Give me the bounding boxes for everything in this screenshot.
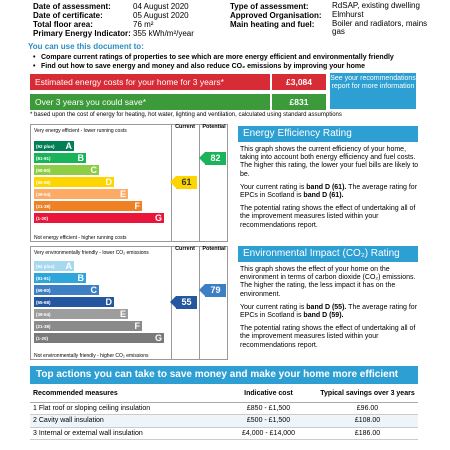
info-right-column — [230, 2, 442, 36]
potential-rating-arrow: 79 — [205, 284, 226, 297]
column-divider — [199, 247, 200, 359]
info-row — [230, 20, 442, 36]
info-value: 76 m² — [133, 20, 154, 29]
band-letter: A — [65, 141, 72, 151]
band-range: (39-54) — [36, 192, 51, 197]
info-value: RdSAP, existing dwelling — [332, 1, 420, 10]
band-letter: B — [77, 273, 84, 283]
cost-footnote: * based upon the cost of energy for heating, hot water, lighting and ventilation, calculated using standard assumptions — [30, 112, 342, 118]
savings-label: Over 3 years you could save* — [30, 94, 270, 110]
rating-band-d — [34, 177, 114, 187]
top-actions-title: Top actions you can take to save money and make your home more efficient — [30, 366, 418, 384]
potential-column-header: Potential — [202, 124, 226, 130]
efficiency-potential-note: The potential rating shows the effect of undertaking all of the improvement measures listed within your recommendations report. — [240, 205, 416, 229]
measures-header: Recommended measures — [30, 386, 220, 402]
column-divider — [199, 125, 200, 241]
can-use-heading: You can use this document to: — [28, 42, 144, 51]
current-rating-arrow: 61 — [176, 176, 197, 189]
savings-cell: £108.00 — [314, 415, 418, 428]
info-row — [33, 29, 194, 38]
info-label: Main heating and fuel: — [230, 20, 315, 29]
impact-current-rating: Your current rating is band D (55). The average rating for EPCs in Scotland is band D (59). — [240, 303, 418, 320]
estimated-cost-value: £3,084 — [272, 74, 326, 90]
band-letter: F — [134, 201, 140, 211]
band-range: (81-91) — [36, 156, 51, 161]
info-row — [33, 20, 194, 29]
band-letter: D — [105, 297, 112, 307]
info-row — [33, 11, 194, 20]
impact-panel-title: Environmental Impact (CO₂) Rating — [238, 246, 418, 262]
savings-value: £831 — [272, 94, 326, 110]
potential-rating-arrow: 82 — [205, 152, 226, 165]
info-value: 04 August 2020 — [133, 2, 189, 11]
band-letter: G — [154, 333, 162, 343]
info-label: Type of assessment: — [230, 2, 309, 11]
rating-band-g — [34, 213, 164, 223]
band-range: (55-68) — [36, 180, 51, 185]
band-letter: A — [65, 261, 72, 271]
energy-efficiency-chart — [30, 124, 228, 242]
savings-row — [30, 94, 326, 110]
cost-header: Indicative cost — [220, 386, 314, 402]
measure-cell: 2 Cavity wall insulation — [30, 415, 220, 428]
info-label: Primary Energy Indicator: — [33, 29, 131, 38]
potential-column-header: Potential — [202, 246, 226, 252]
measure-cell: 3 Internal or external wall insulation — [30, 427, 220, 440]
current-column-header: Current — [175, 246, 195, 252]
efficiency-current-rating: Your current rating is band D (61). The average rating for EPCs in Scotland is band D (61). — [240, 183, 418, 200]
rating-band-f — [34, 201, 142, 211]
efficiency-panel-text — [240, 146, 420, 235]
estimated-cost-label: Estimated energy costs for your home for 3 years* — [30, 74, 270, 90]
band-range: (81-91) — [36, 276, 51, 281]
band-range: (39-54) — [36, 312, 51, 317]
chart-bottom-label: Not energy efficient - higher running costs — [34, 235, 127, 241]
chart-top-label: Very environmentally friendly - lower CO₂ emissions — [34, 250, 149, 256]
info-label: Total floor area: — [33, 20, 93, 29]
table-header-row — [30, 386, 418, 402]
savings-cell: £186.00 — [314, 427, 418, 440]
band-range: (69-80) — [36, 288, 51, 293]
band-letter: E — [119, 309, 126, 319]
measure-cell: 1 Flat roof or sloping ceiling insulation — [30, 402, 220, 415]
band-letter: D — [105, 177, 112, 187]
rating-band-e — [34, 309, 128, 319]
efficiency-description: This graph shows the current efficiency of your home, taking into account both energy efficiency and fuel costs. The higher this rating, the lower your fuel bills are likely to be. — [240, 146, 419, 178]
current-column-header: Current — [175, 124, 195, 130]
cost-cell: £4,000 - £14,000 — [220, 427, 314, 440]
rating-band-a — [34, 261, 74, 271]
impact-panel-text — [240, 266, 420, 355]
band-letter: G — [154, 213, 162, 223]
current-rating-arrow: 55 — [176, 296, 197, 309]
table-row — [30, 427, 418, 440]
rating-band-a — [34, 141, 74, 151]
cost-cell: £850 - £1,500 — [220, 402, 314, 415]
rating-band-b — [34, 273, 86, 283]
band-range: (1-20) — [36, 336, 49, 341]
cost-cell: £500 - £1,500 — [220, 415, 314, 428]
bullet-item: • Find out how to save energy and money and also reduce CO₂ emissions by improving your home — [33, 63, 433, 72]
info-value: 05 August 2020 — [133, 11, 189, 20]
table-row — [30, 402, 418, 415]
band-letter: C — [90, 165, 97, 175]
band-range: (69-80) — [36, 168, 51, 173]
rating-band-f — [34, 321, 142, 331]
band-letter: B — [77, 153, 84, 163]
band-letter: E — [119, 189, 126, 199]
info-value: 355 kWh/m²/year — [133, 29, 194, 38]
rating-band-c — [34, 285, 99, 295]
certificate-info — [33, 0, 443, 40]
info-left-column — [33, 2, 194, 38]
band-letter: F — [134, 321, 140, 331]
table-row — [30, 415, 418, 428]
savings-header: Typical savings over 3 years — [314, 386, 418, 402]
efficiency-panel-title: Energy Efficiency Rating — [238, 126, 418, 142]
rating-band-g — [34, 333, 164, 343]
recommendations-table — [30, 386, 418, 440]
chart-bottom-label: Not environmentally friendly - higher CO₂ emissions — [34, 353, 149, 359]
bullet-item: • Compare current ratings of properties to see which are more energy efficient and environmentally friendly — [33, 54, 433, 63]
band-range: (55-68) — [36, 300, 51, 305]
rating-band-e — [34, 189, 128, 199]
impact-potential-note: The potential rating shows the effect of undertaking all of the improvement measures listed within your recommendations report. — [240, 325, 416, 349]
band-range: (1-20) — [36, 216, 49, 221]
info-label: Date of certificate: — [33, 11, 103, 20]
info-label: Approved Organisation: — [230, 11, 322, 20]
band-range: (21-38) — [36, 324, 51, 329]
band-range: (92 plus) — [36, 264, 55, 269]
band-letter: C — [90, 285, 97, 295]
estimated-cost-row — [30, 74, 326, 90]
savings-cell: £96.00 — [314, 402, 418, 415]
rating-band-d — [34, 297, 114, 307]
rating-band-c — [34, 165, 99, 175]
band-range: (21-38) — [36, 204, 51, 209]
chart-top-label: Very energy efficient - lower running costs — [34, 128, 127, 134]
impact-description: This graph shows the effect of your home on the environment in terms of carbon dioxide (CO₂) emissions. The higher the rating, the less impact it has on the environment. — [240, 266, 416, 298]
see-recommendations-box: See your recommendations report for more information — [330, 73, 416, 109]
info-value: Boiler and radiators, mains gas — [332, 19, 428, 36]
info-row — [33, 2, 194, 11]
band-range: (92 plus) — [36, 144, 55, 149]
rating-band-b — [34, 153, 86, 163]
environmental-impact-chart — [30, 246, 228, 360]
usage-bullets — [33, 54, 433, 71]
info-value: Elmhurst — [332, 10, 364, 19]
info-label: Date of assessment: — [33, 2, 111, 11]
